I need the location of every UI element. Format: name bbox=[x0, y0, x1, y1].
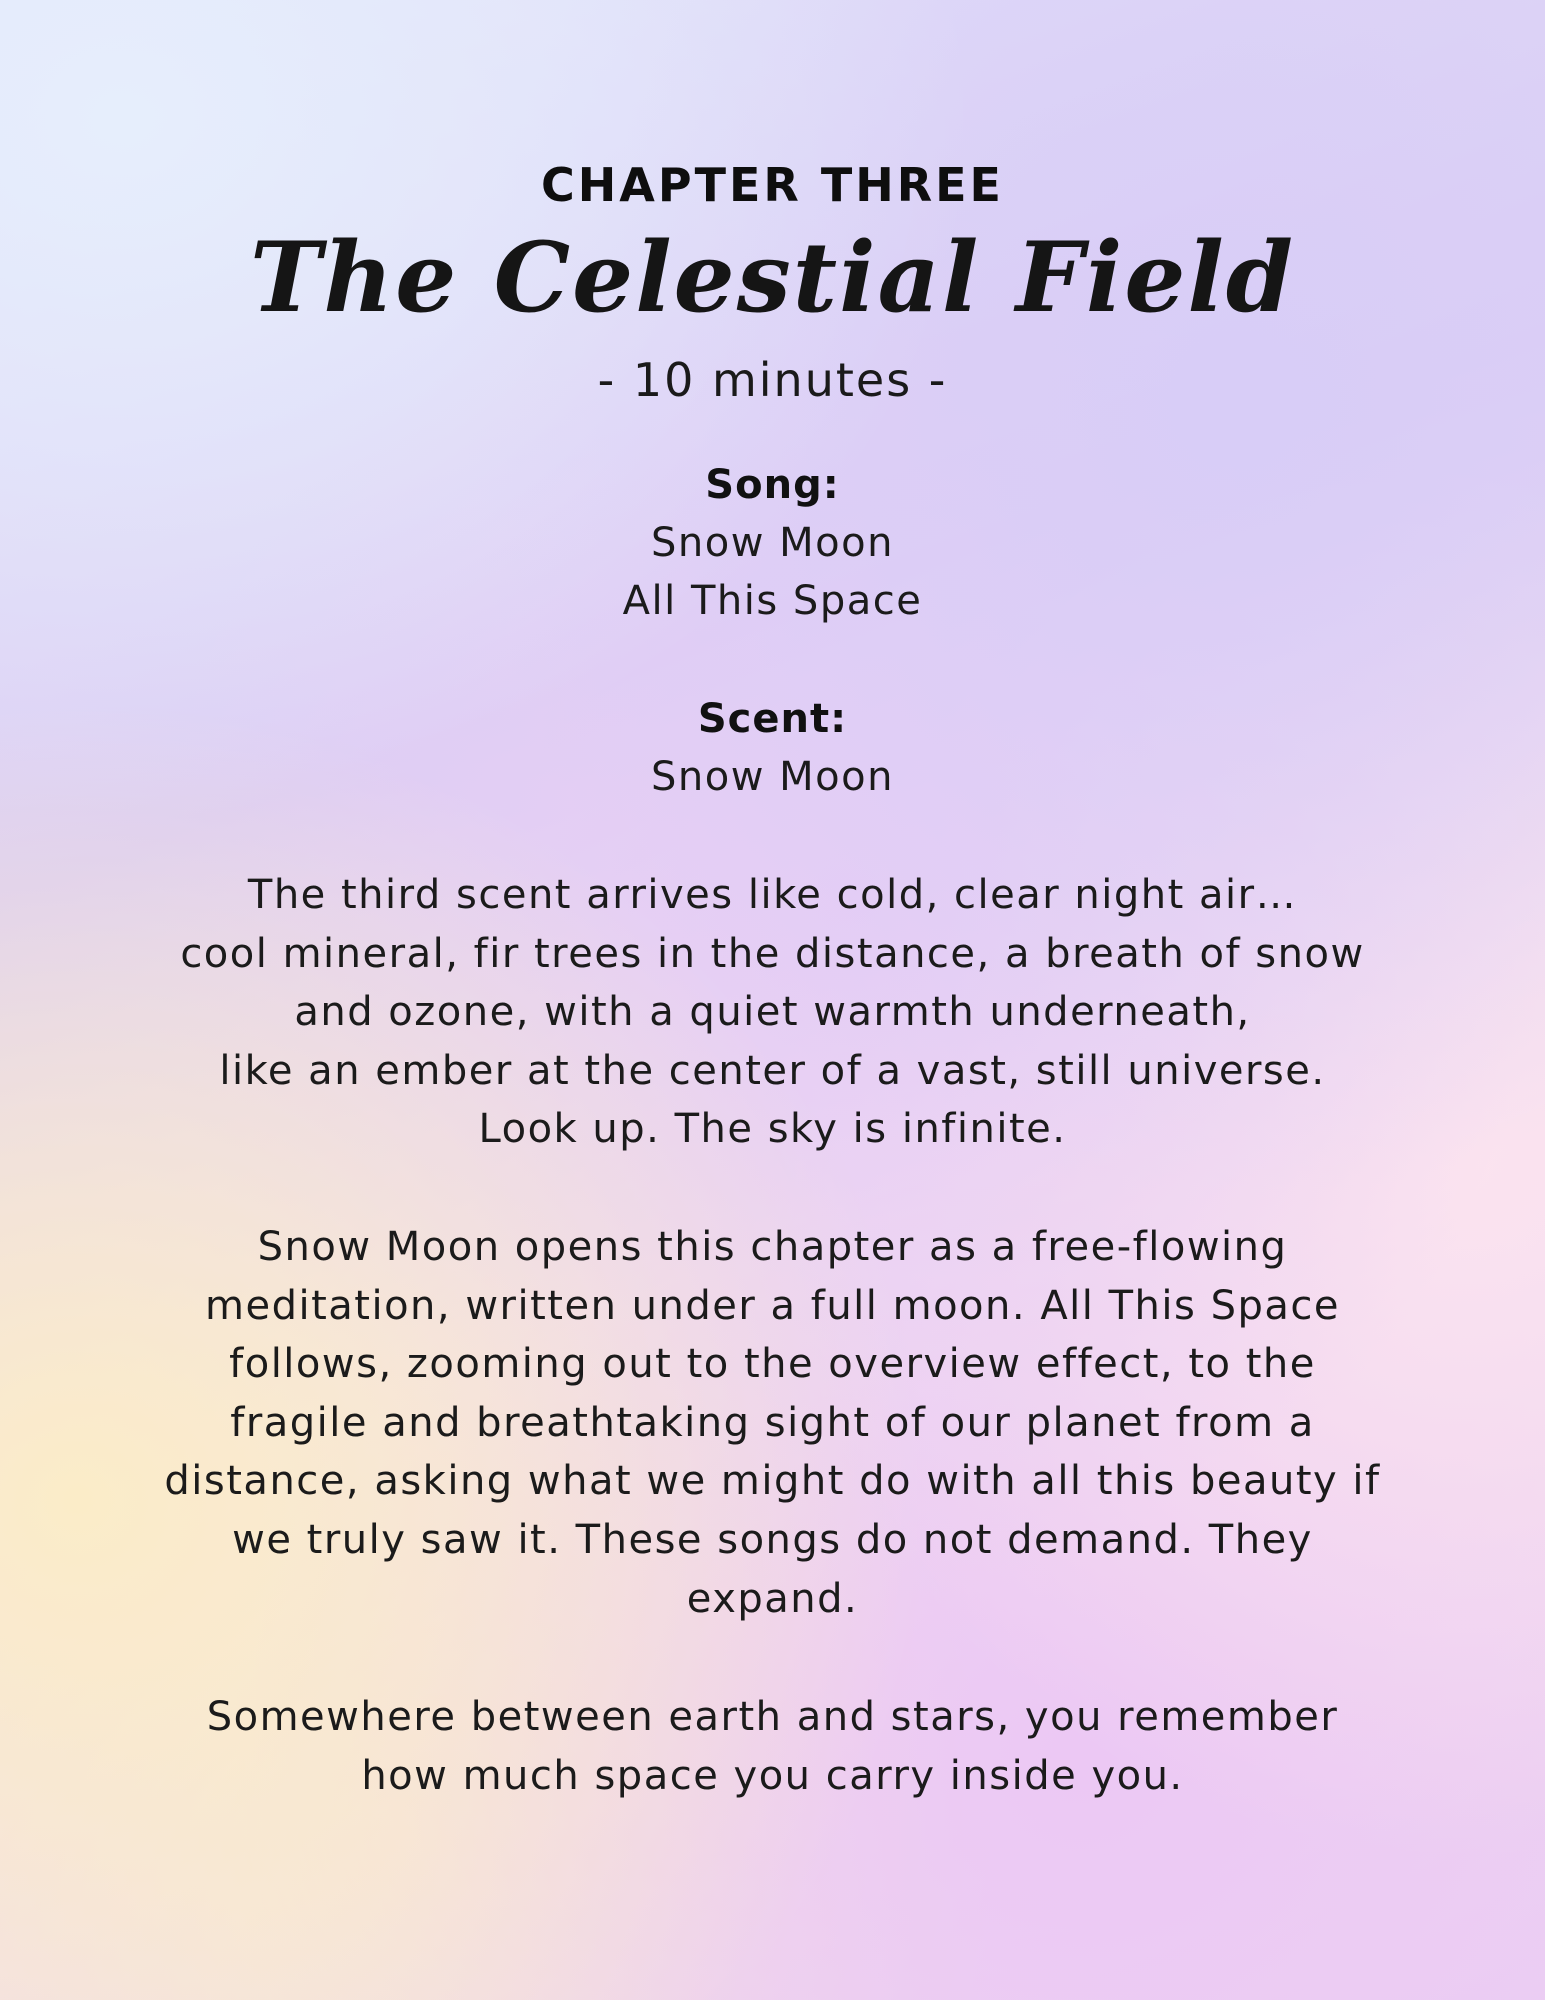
paragraph-line: Snow Moon opens this chapter as a free-flowing bbox=[257, 1224, 1288, 1270]
song-item: Snow Moon bbox=[651, 520, 894, 566]
paragraph-line: The third scent arrives like cold, clear night air… bbox=[247, 872, 1298, 918]
paragraph-line: expand. bbox=[686, 1575, 859, 1622]
paragraph-line: like an ember at the center of a vast, still universe. bbox=[219, 1047, 1326, 1094]
scent-item: Snow Moon bbox=[651, 754, 894, 800]
paragraph-line: we truly saw it. These songs do not demand. They bbox=[232, 1516, 1313, 1563]
paragraph-line: follows, zooming out to the overview effect, to the bbox=[229, 1341, 1316, 1388]
paragraph-line: how much space you carry inside you. bbox=[361, 1752, 1184, 1799]
paragraph-line: fragile and breathtaking sight of our planet from a bbox=[230, 1399, 1315, 1446]
chapter-label: CHAPTER THREE bbox=[541, 158, 1004, 212]
song-heading: Song: bbox=[705, 462, 840, 508]
paragraph-line: meditation, written under a full moon. All This Space bbox=[205, 1282, 1340, 1329]
duration-label: - 10 minutes - bbox=[597, 353, 948, 407]
chapter-title: The Celestial Field bbox=[249, 221, 1295, 334]
paragraph-line: cool mineral, fir trees in the distance, a breath of snow bbox=[180, 930, 1365, 977]
closing-paragraph bbox=[110, 1688, 1435, 1805]
paragraph-line: Somewhere between earth and stars, you remember bbox=[206, 1694, 1339, 1740]
paragraph-line: and ozone, with a quiet warmth underneath, bbox=[294, 989, 1251, 1036]
paragraph-line: distance, asking what we might do with all this beauty if bbox=[164, 1458, 1381, 1505]
description-paragraph bbox=[110, 1218, 1435, 1628]
song-item: All This Space bbox=[622, 578, 923, 624]
scent-section bbox=[0, 690, 1545, 806]
scent-heading: Scent: bbox=[697, 696, 848, 742]
description-paragraph bbox=[110, 866, 1435, 1159]
paragraph-line: Look up. The sky is infinite. bbox=[478, 1106, 1067, 1153]
song-section bbox=[0, 456, 1545, 630]
